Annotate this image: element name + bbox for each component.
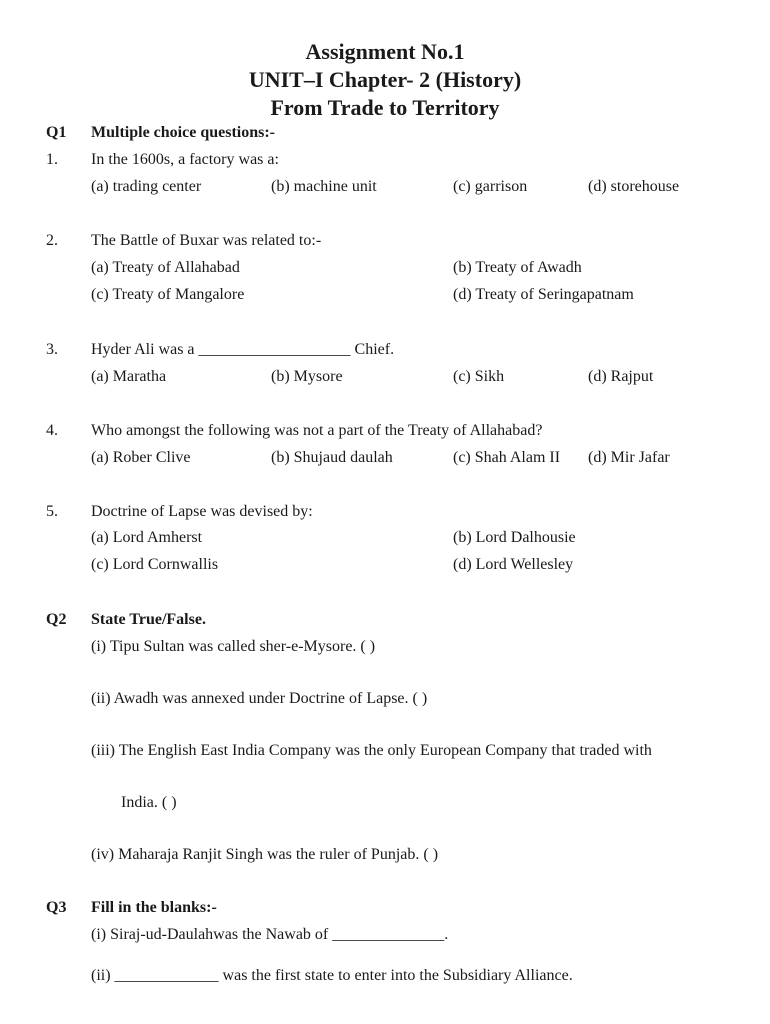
option-b: (b) Treaty of Awadh <box>453 259 582 276</box>
fill-blank-item: (i) Siraj-ud-Daulahwas the Nawab of ______________. <box>91 926 449 943</box>
option-b: (b) Mysore <box>271 368 343 385</box>
question-text: The Battle of Buxar was related to:- <box>91 232 322 249</box>
question-number: 1. <box>46 151 58 168</box>
statement-continuation: India. ( ) <box>121 794 177 811</box>
option-c: (c) Lord Cornwallis <box>91 556 219 573</box>
option-c: (c) Treaty of Mangalore <box>91 286 245 303</box>
option-d: (d) Treaty of Seringapatnam <box>453 286 634 303</box>
option-a: (a) Treaty of Allahabad <box>91 259 240 276</box>
document-subtitle: UNIT–I Chapter- 2 (History) <box>248 67 522 92</box>
question-text: Hyder Ali was a ___________________ Chief. <box>91 341 395 358</box>
option-b: (b) Lord Dalhousie <box>453 529 576 546</box>
statement: (iii) The English East India Company was the only European Company that traded with <box>91 742 652 759</box>
q1-label: Q1 <box>46 124 67 141</box>
question-text: Doctrine of Lapse was devised by: <box>91 503 313 520</box>
statement: (ii) Awadh was annexed under Doctrine of Lapse. ( ) <box>91 690 428 707</box>
question-text: Who amongst the following was not a part of the Treaty of Allahabad? <box>91 422 543 439</box>
statement: (iv) Maharaja Ranjit Singh was the ruler of Punjab. ( ) <box>91 846 439 863</box>
statement: (i) Tipu Sultan was called sher-e-Mysore. ( ) <box>91 638 376 655</box>
option-b: (b) Shujaud daulah <box>271 449 393 466</box>
option-b: (b) machine unit <box>271 178 377 195</box>
option-d: (d) Lord Wellesley <box>453 556 574 573</box>
option-c: (c) garrison <box>453 178 528 195</box>
chapter-title: From Trade to Territory <box>270 95 500 120</box>
option-d: (d) storehouse <box>588 178 680 195</box>
option-c: (c) Shah Alam II <box>453 449 561 466</box>
option-a: (a) Maratha <box>91 368 167 385</box>
question-number: 4. <box>46 422 58 439</box>
option-a: (a) Lord Amherst <box>91 529 203 546</box>
option-a: (a) trading center <box>91 178 202 195</box>
question-number: 3. <box>46 341 58 358</box>
fill-blank-item: (ii) _____________ was the first state to enter into the Subsidiary Alliance. <box>91 967 573 984</box>
option-d: (d) Rajput <box>588 368 654 385</box>
q3-heading: Fill in the blanks:- <box>91 899 217 916</box>
question-number: 2. <box>46 232 58 249</box>
option-a: (a) Rober Clive <box>91 449 191 466</box>
question-text: In the 1600s, a factory was a: <box>91 151 279 168</box>
option-c: (c) Sikh <box>453 368 505 385</box>
q1-heading: Multiple choice questions:- <box>91 124 275 141</box>
q2-heading: State True/False. <box>91 611 206 628</box>
document-title: Assignment No.1 <box>305 39 465 64</box>
q3-label: Q3 <box>46 899 67 916</box>
option-d: (d) Mir Jafar <box>588 449 670 466</box>
question-number: 5. <box>46 503 58 520</box>
q2-label: Q2 <box>46 611 67 628</box>
